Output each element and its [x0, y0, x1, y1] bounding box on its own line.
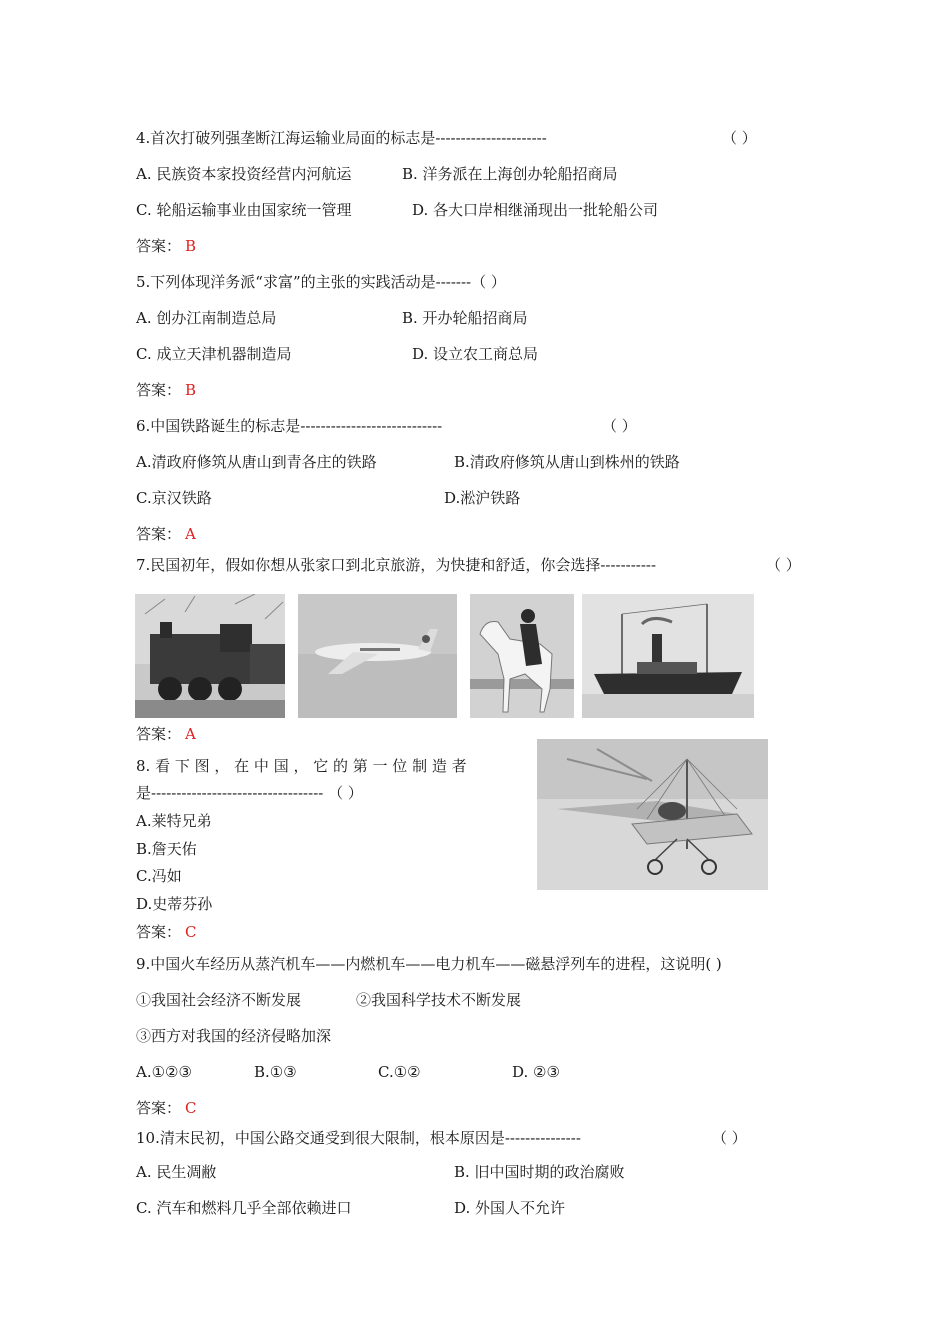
q5-option-c: C. 成立天津机器制造局	[136, 345, 292, 363]
q6-bracket: （ ）	[602, 417, 637, 435]
q8-option-b: B.詹天佑	[136, 840, 197, 858]
horse-icon	[470, 594, 574, 718]
q8-option-c: C.冯如	[136, 867, 182, 885]
steam-locomotive-photo	[135, 594, 285, 718]
q10-option-c: C. 汽车和燃料几乎全部依赖进口	[136, 1199, 352, 1217]
q7-stem: 7.民国初年，假如你想从张家口到北京旅游，为快捷和舒适，你会选择-----------	[136, 556, 657, 574]
q9-option-b: B.①③	[254, 1063, 297, 1081]
q5-answer: 答案： B	[136, 381, 197, 399]
q5-option-b: B. 开办轮船招商局	[402, 309, 528, 327]
q5-option-a: A. 创办江南制造总局	[136, 309, 277, 327]
ship-icon	[582, 594, 754, 718]
q4-option-a: A. 民族资本家投资经营内河航运	[136, 165, 352, 183]
q6-option-a: A.清政府修筑从唐山到青各庄的铁路	[136, 453, 377, 471]
q4-bracket: （ ）	[722, 129, 757, 147]
q4-answer: 答案： B	[136, 237, 197, 255]
q4-option-b: B. 洋务派在上海创办轮船招商局	[402, 165, 618, 183]
q6-stem: 6.中国铁路诞生的标志是----------------------------	[136, 417, 443, 435]
q5-answer-value: B	[185, 381, 197, 399]
q4-stem: 4.首次打破列强垄断江海运输业局面的标志是----------------------	[136, 129, 547, 147]
q9-statement-3: ③西方对我国的经济侵略加深	[136, 1027, 332, 1045]
q9-answer-value: C	[185, 1099, 197, 1117]
q9-option-a: A.①②③	[136, 1063, 192, 1081]
q4-option-c: C. 轮船运输事业由国家统一管理	[136, 201, 352, 219]
horse-rider-photo	[470, 594, 574, 718]
q6-option-d: D.淞沪铁路	[444, 489, 521, 507]
q10-bracket: （ ）	[712, 1129, 747, 1147]
q6-answer-value: A	[185, 525, 196, 543]
q8-option-a: A.莱特兄弟	[136, 812, 212, 830]
airplane-icon	[298, 594, 457, 718]
q9-stem: 9.中国火车经历从蒸汽机车——内燃机车——电力机车——磁悬浮列车的进程，这说明( )	[136, 955, 722, 973]
q7-answer-value: A	[185, 725, 196, 743]
q9-option-d: D. ②③	[512, 1063, 560, 1081]
q10-option-d: D. 外国人不允许	[454, 1199, 566, 1217]
q6-option-b: B.清政府修筑从唐山到株州的铁路	[454, 453, 680, 471]
q9-statement-1: ①我国社会经济不断发展	[136, 991, 302, 1009]
q10-option-b: B. 旧中国时期的政治腐败	[454, 1163, 625, 1181]
q7-answer: 答案： A	[136, 725, 196, 743]
q6-answer: 答案： A	[136, 525, 196, 543]
biplane-icon	[537, 739, 768, 890]
q9-option-c: C.①②	[378, 1063, 421, 1081]
q6-option-c: C.京汉铁路	[136, 489, 212, 507]
q9-statement-2: ②我国科学技术不断发展	[356, 991, 522, 1009]
q5-stem: 5.下列体现洋务派“求富”的主张的实践活动是-------（ ）	[136, 273, 506, 291]
q4-option-d: D. 各大口岸相继涌现出一批轮船公司	[412, 201, 659, 219]
steamship-photo	[582, 594, 754, 718]
q10-stem: 10.清末民初，中国公路交通受到很大限制，根本原因是---------------	[136, 1129, 581, 1147]
airliner-photo	[298, 594, 457, 718]
q7-bracket: （ ）	[766, 556, 801, 574]
q8-option-d: D.史蒂芬孙	[136, 895, 213, 913]
q9-answer: 答案： C	[136, 1099, 197, 1117]
q8-answer: 答案： C	[136, 923, 197, 941]
early-aircraft-photo	[537, 739, 768, 890]
q10-option-a: A. 民生凋敝	[136, 1163, 217, 1181]
q5-option-d: D. 设立农工商总局	[412, 345, 539, 363]
q8-stem-line1: 8. 看 下 图 ， 在 中 国 ， 它 的 第 一 位 制 造 者	[136, 757, 467, 775]
steam-locomotive-icon	[135, 594, 285, 718]
q8-answer-value: C	[185, 923, 197, 941]
q4-answer-value: B	[185, 237, 197, 255]
q8-stem-line2: 是---------------------------------- （ ）	[136, 784, 363, 802]
